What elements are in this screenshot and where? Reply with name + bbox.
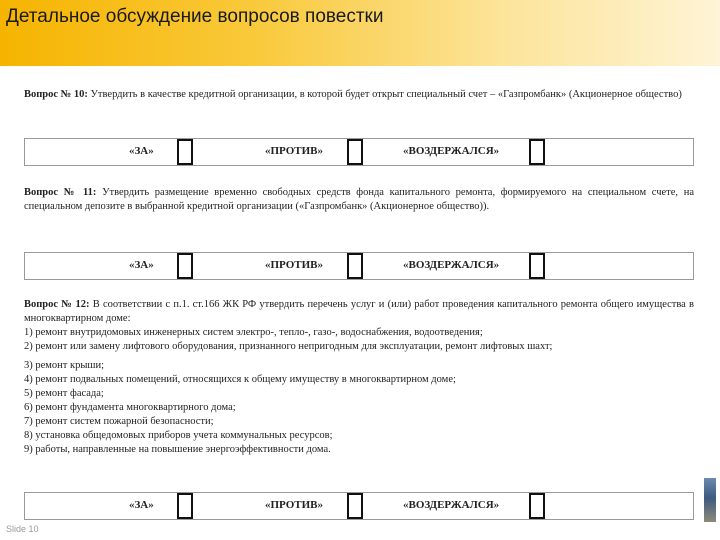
list-item: 9) работы, направленные на повышение энергоэффективности дома. [24,444,331,455]
question-12-body: В соответствии с п.1. ст.166 ЖК РФ утвердить перечень услуг и (или) работ проведения капитального ремонта общего имущества в многоквартирном доме: [24,299,694,324]
vote-label-protiv: «ПРОТИВ» [265,259,323,271]
question-12 [24,298,694,457]
vote-label-vozd: «ВОЗДЕРЖАЛСЯ» [403,259,500,271]
list-item: 7) ремонт систем пожарной безопасности; [24,416,214,427]
vote-label-za: «ЗА» [129,259,154,271]
slide-header [0,0,720,66]
question-11-label: Вопрос № 11: [24,187,97,198]
slide-title: Детальное обсуждение вопросов повестки [6,6,384,27]
checkbox-za[interactable] [177,493,193,519]
list-item: 1) ремонт внутридомовых инженерных систем электро-, тепло-, газо-, водоснабжения, водоотведения; [24,327,483,338]
list-item: 5) ремонт фасада; [24,388,104,399]
list-item: 6) ремонт фундамента многоквартирного дома; [24,402,236,413]
vote-row-q11 [24,252,694,280]
vote-label-protiv: «ПРОТИВ» [265,145,323,157]
question-10-text [24,88,694,102]
list-item: 8) установка общедомовых приборов учета коммунальных ресурсов; [24,430,333,441]
checkbox-vozd[interactable] [529,493,545,519]
vote-label-za: «ЗА» [129,499,154,511]
question-10-body: Утвердить в качестве кредитной организации, в которой будет открыт специальный счет – «Газпромбанк» (Акционерное общество) [87,89,682,100]
list-item: 4) ремонт подвальных помещений, относящихся к общему имуществу в многоквартирном доме; [24,374,456,385]
vote-row-q12 [24,492,694,520]
checkbox-za[interactable] [177,253,193,279]
vote-row-q10 [24,138,694,166]
decorative-image [704,478,716,522]
question-10-label: Вопрос № 10: [24,89,88,100]
list-item: 2) ремонт или замену лифтового оборудования, признанного непригодным для эксплуатации, ремонт лифтовых шахт; [24,341,553,352]
vote-label-vozd: «ВОЗДЕРЖАЛСЯ» [403,145,500,157]
checkbox-protiv[interactable] [347,493,363,519]
checkbox-vozd[interactable] [529,139,545,165]
question-11-text [24,186,694,214]
checkbox-protiv[interactable] [347,139,363,165]
vote-label-protiv: «ПРОТИВ» [265,499,323,511]
question-12-label: Вопрос № 12: [24,299,90,310]
vote-label-vozd: «ВОЗДЕРЖАЛСЯ» [403,499,500,511]
question-12-text [24,298,694,326]
checkbox-za[interactable] [177,139,193,165]
checkbox-protiv[interactable] [347,253,363,279]
question-11 [24,186,694,214]
question-10 [24,88,694,102]
list-item: 3) ремонт крыши; [24,360,105,371]
slide-number: Slide 10 [6,524,39,534]
checkbox-vozd[interactable] [529,253,545,279]
question-11-body: Утвердить размещение временно свободных средств фонда капитального ремонта, формируемого на специальном счете, на специальном депозите в выбранной кредитной организации («Газпромбанк» (Акционерное общество)). [24,187,694,212]
vote-label-za: «ЗА» [129,145,154,157]
